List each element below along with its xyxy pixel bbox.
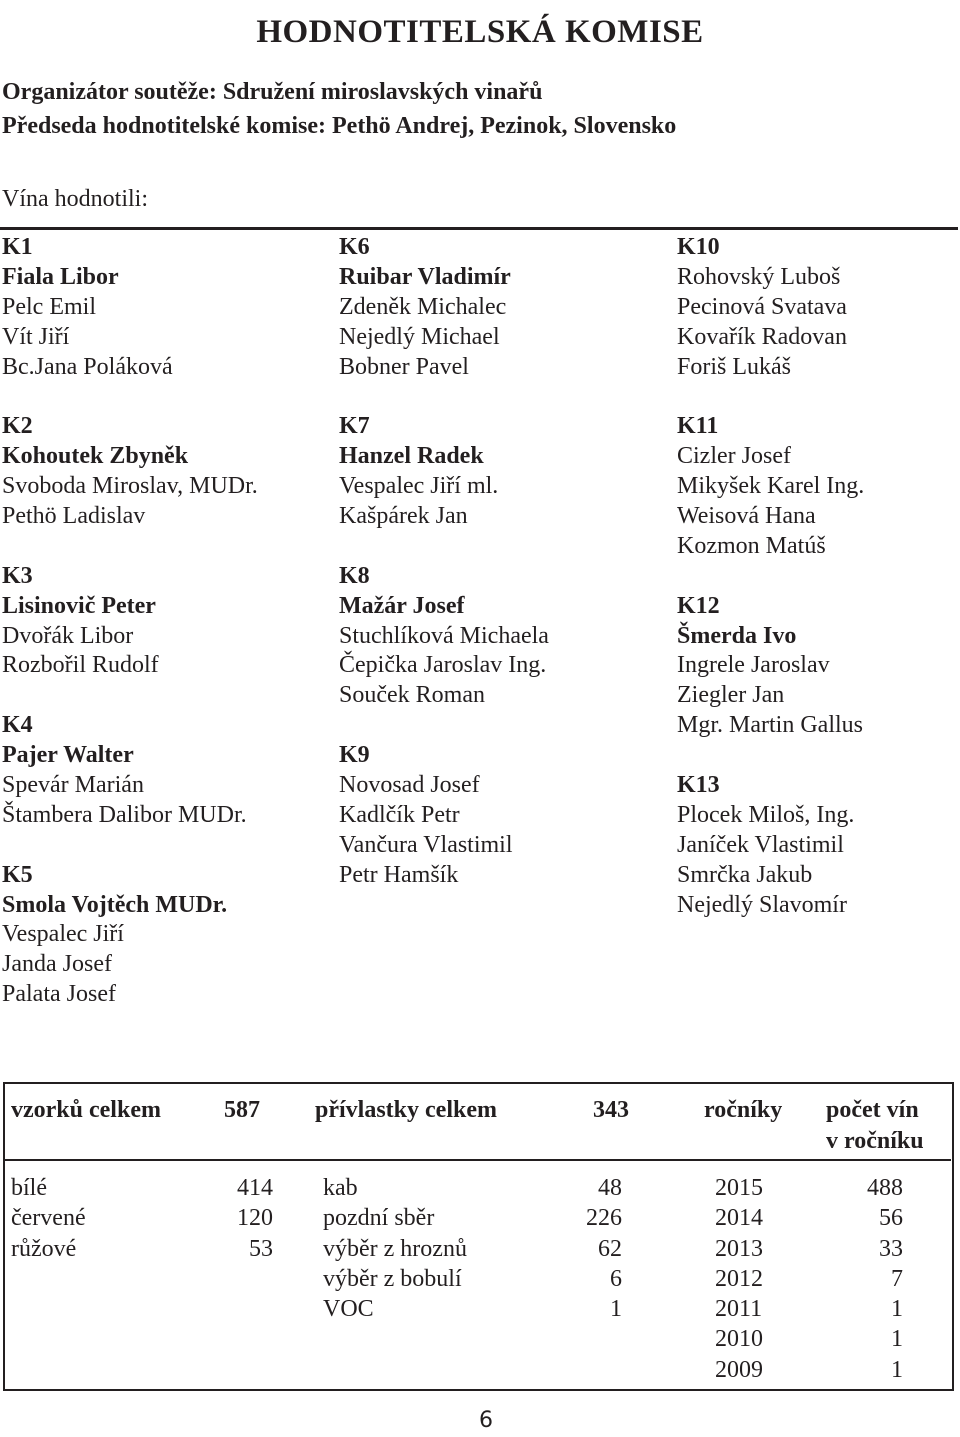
committee-member: Mgr. Martin Gallus [677, 712, 863, 739]
color-values [220, 1173, 273, 1264]
wine-count-label-line: počet vín [826, 1097, 919, 1123]
table-cell: výběr z hroznů [323, 1235, 467, 1262]
committee-id: K8 [339, 562, 370, 589]
committee-member: Vít Jiří [2, 323, 70, 350]
chairman-line: Předseda hodnotitelské komise: Pethö Andrej, Pezinok, Slovensko [2, 113, 677, 139]
vintage-years [715, 1173, 763, 1385]
committee-member: Rozbořil Rudolf [2, 652, 159, 679]
committee-member: Pecinová Svatava [677, 293, 847, 320]
committee-id: K10 [677, 234, 720, 260]
table-cell: 6 [610, 1265, 622, 1292]
committee-member: Nejedlý Slavomír [677, 891, 847, 918]
committee-member: Pelc Emil [2, 293, 96, 320]
committee-column-1 [2, 233, 258, 1010]
committee-member: Zdeněk Michalec [339, 293, 507, 320]
attributes-total-value: 343 [593, 1097, 629, 1123]
committee-member: Svoboda Miroslav, MUDr. [2, 473, 258, 500]
committee-member: Ziegler Jan [677, 682, 785, 709]
table-cell: 1 [891, 1356, 903, 1383]
table-header-divider [5, 1159, 951, 1161]
table-cell: růžové [11, 1235, 77, 1262]
committee-column-2 [339, 233, 549, 891]
committee-member: Rohovský Luboš [677, 263, 841, 290]
wine-count-label-line: v ročníku [826, 1128, 924, 1154]
table-cell: 2012 [715, 1265, 763, 1292]
table-cell: pozdní sběr [323, 1205, 435, 1232]
organizer-line: Organizátor soutěže: Sdružení miroslavských vinařů [2, 79, 543, 105]
committee-member: Štambera Dalibor MUDr. [2, 801, 247, 828]
committee-member: Janíček Vlastimil [677, 831, 844, 858]
committee-member: Palata Josef [2, 981, 116, 1008]
stats-table [3, 1082, 954, 1391]
table-cell: 2009 [715, 1356, 763, 1383]
committee-member: Pethö Ladislav [2, 503, 146, 530]
committee-member: Čepička Jaroslav Ing. [339, 652, 547, 679]
committee-lead: Kohoutek Zbyněk [2, 443, 189, 470]
table-cell: 2010 [715, 1326, 763, 1353]
committee-member: Stuchlíková Michaela [339, 622, 549, 649]
attributes-total-label: přívlastky celkem [315, 1097, 497, 1123]
committee-member: Novosad Josef [339, 772, 480, 799]
vintages-label: ročníky [704, 1097, 783, 1123]
table-cell: výběr z bobulí [323, 1265, 462, 1292]
committee-member: Vančura Vlastimil [339, 831, 513, 858]
table-cell: 1 [891, 1296, 903, 1323]
table-cell: 226 [586, 1205, 622, 1232]
table-cell: 56 [879, 1205, 903, 1232]
committee-member: Cizler Josef [677, 443, 791, 470]
attribute-values [571, 1173, 622, 1324]
committee-member: Petr Hamšík [339, 861, 459, 888]
table-cell: 53 [249, 1235, 273, 1262]
committee-member: Smrčka Jakub [677, 861, 813, 888]
committee-id: K1 [2, 234, 33, 260]
committee-lead: Hanzel Radek [339, 443, 484, 470]
committee-member: Plocek Miloš, Ing. [677, 801, 855, 828]
committee-id: K11 [677, 413, 719, 440]
committee-member: Souček Roman [339, 682, 485, 709]
committee-id: K13 [677, 772, 720, 799]
table-cell: červené [11, 1205, 86, 1232]
committee-member: Vespalec Jiří [2, 921, 124, 948]
wine-count-label [826, 1097, 924, 1155]
committee-column-3 [677, 233, 864, 920]
committee-member: Kašpárek Jan [339, 503, 468, 530]
committee-member: Bc.Jana Poláková [2, 353, 173, 380]
table-cell: 48 [598, 1175, 622, 1201]
committee-id: K5 [2, 861, 33, 888]
committee-member: Ingrele Jaroslav [677, 652, 830, 679]
committee-lead: Ruibar Vladimír [339, 263, 511, 290]
committee-lead: Pajer Walter [2, 742, 134, 769]
committee-member: Vespalec Jiří ml. [339, 473, 499, 500]
committee-lead: Smola Vojtěch MUDr. [2, 891, 228, 918]
committee-member: Spevár Marián [2, 772, 144, 799]
rated-by-heading: Vína hodnotili: [2, 186, 148, 212]
committee-member: Kovařík Radovan [677, 323, 847, 350]
table-cell: 62 [598, 1235, 622, 1262]
table-cell: 2011 [715, 1296, 763, 1323]
committee-id: K7 [339, 413, 370, 440]
table-cell: 33 [879, 1235, 903, 1262]
committee-id: K3 [2, 562, 33, 589]
samples-total-label: vzorků celkem [11, 1097, 161, 1123]
committee-member: Bobner Pavel [339, 353, 469, 380]
page-number: 6 [479, 1408, 493, 1433]
attribute-names [323, 1173, 467, 1324]
committee-lead: Šmerda Ivo [677, 622, 797, 649]
vintage-counts [840, 1173, 903, 1385]
table-cell: 414 [237, 1175, 273, 1201]
committee-member: Mikyšek Karel Ing. [677, 473, 865, 500]
committee-id: K6 [339, 234, 370, 260]
committee-id: K12 [677, 592, 720, 619]
committee-id: K2 [2, 413, 33, 440]
table-cell: 2015 [715, 1175, 763, 1201]
committee-lead: Mažár Josef [339, 592, 465, 619]
committee-member: Janda Josef [2, 951, 112, 978]
table-cell: 1 [891, 1326, 903, 1353]
committee-lead: Fiala Libor [2, 263, 119, 290]
table-cell: VOC [323, 1296, 374, 1323]
heading-divider [0, 227, 958, 230]
table-cell: 2013 [715, 1235, 763, 1262]
committee-id: K9 [339, 742, 370, 769]
committee-member: Dvořák Libor [2, 622, 134, 649]
table-cell: kab [323, 1175, 358, 1201]
table-cell: 488 [867, 1175, 903, 1201]
table-cell: 120 [237, 1205, 273, 1232]
committee-member: Nejedlý Michael [339, 323, 500, 350]
samples-total-value: 587 [224, 1097, 260, 1123]
table-cell: bílé [11, 1175, 47, 1201]
page-title: HODNOTITELSKÁ KOMISE [256, 14, 704, 50]
table-cell: 7 [891, 1265, 903, 1292]
committee-lead: Lisinovič Peter [2, 592, 156, 619]
table-cell: 2014 [715, 1205, 763, 1232]
committee-member: Kadlčík Petr [339, 801, 460, 828]
committee-member: Foriš Lukáš [677, 353, 791, 380]
committee-id: K4 [2, 712, 33, 739]
committee-member: Weisová Hana [677, 503, 816, 530]
committee-member: Kozmon Matúš [677, 532, 826, 559]
table-cell: 1 [610, 1296, 622, 1323]
color-names [11, 1173, 86, 1264]
